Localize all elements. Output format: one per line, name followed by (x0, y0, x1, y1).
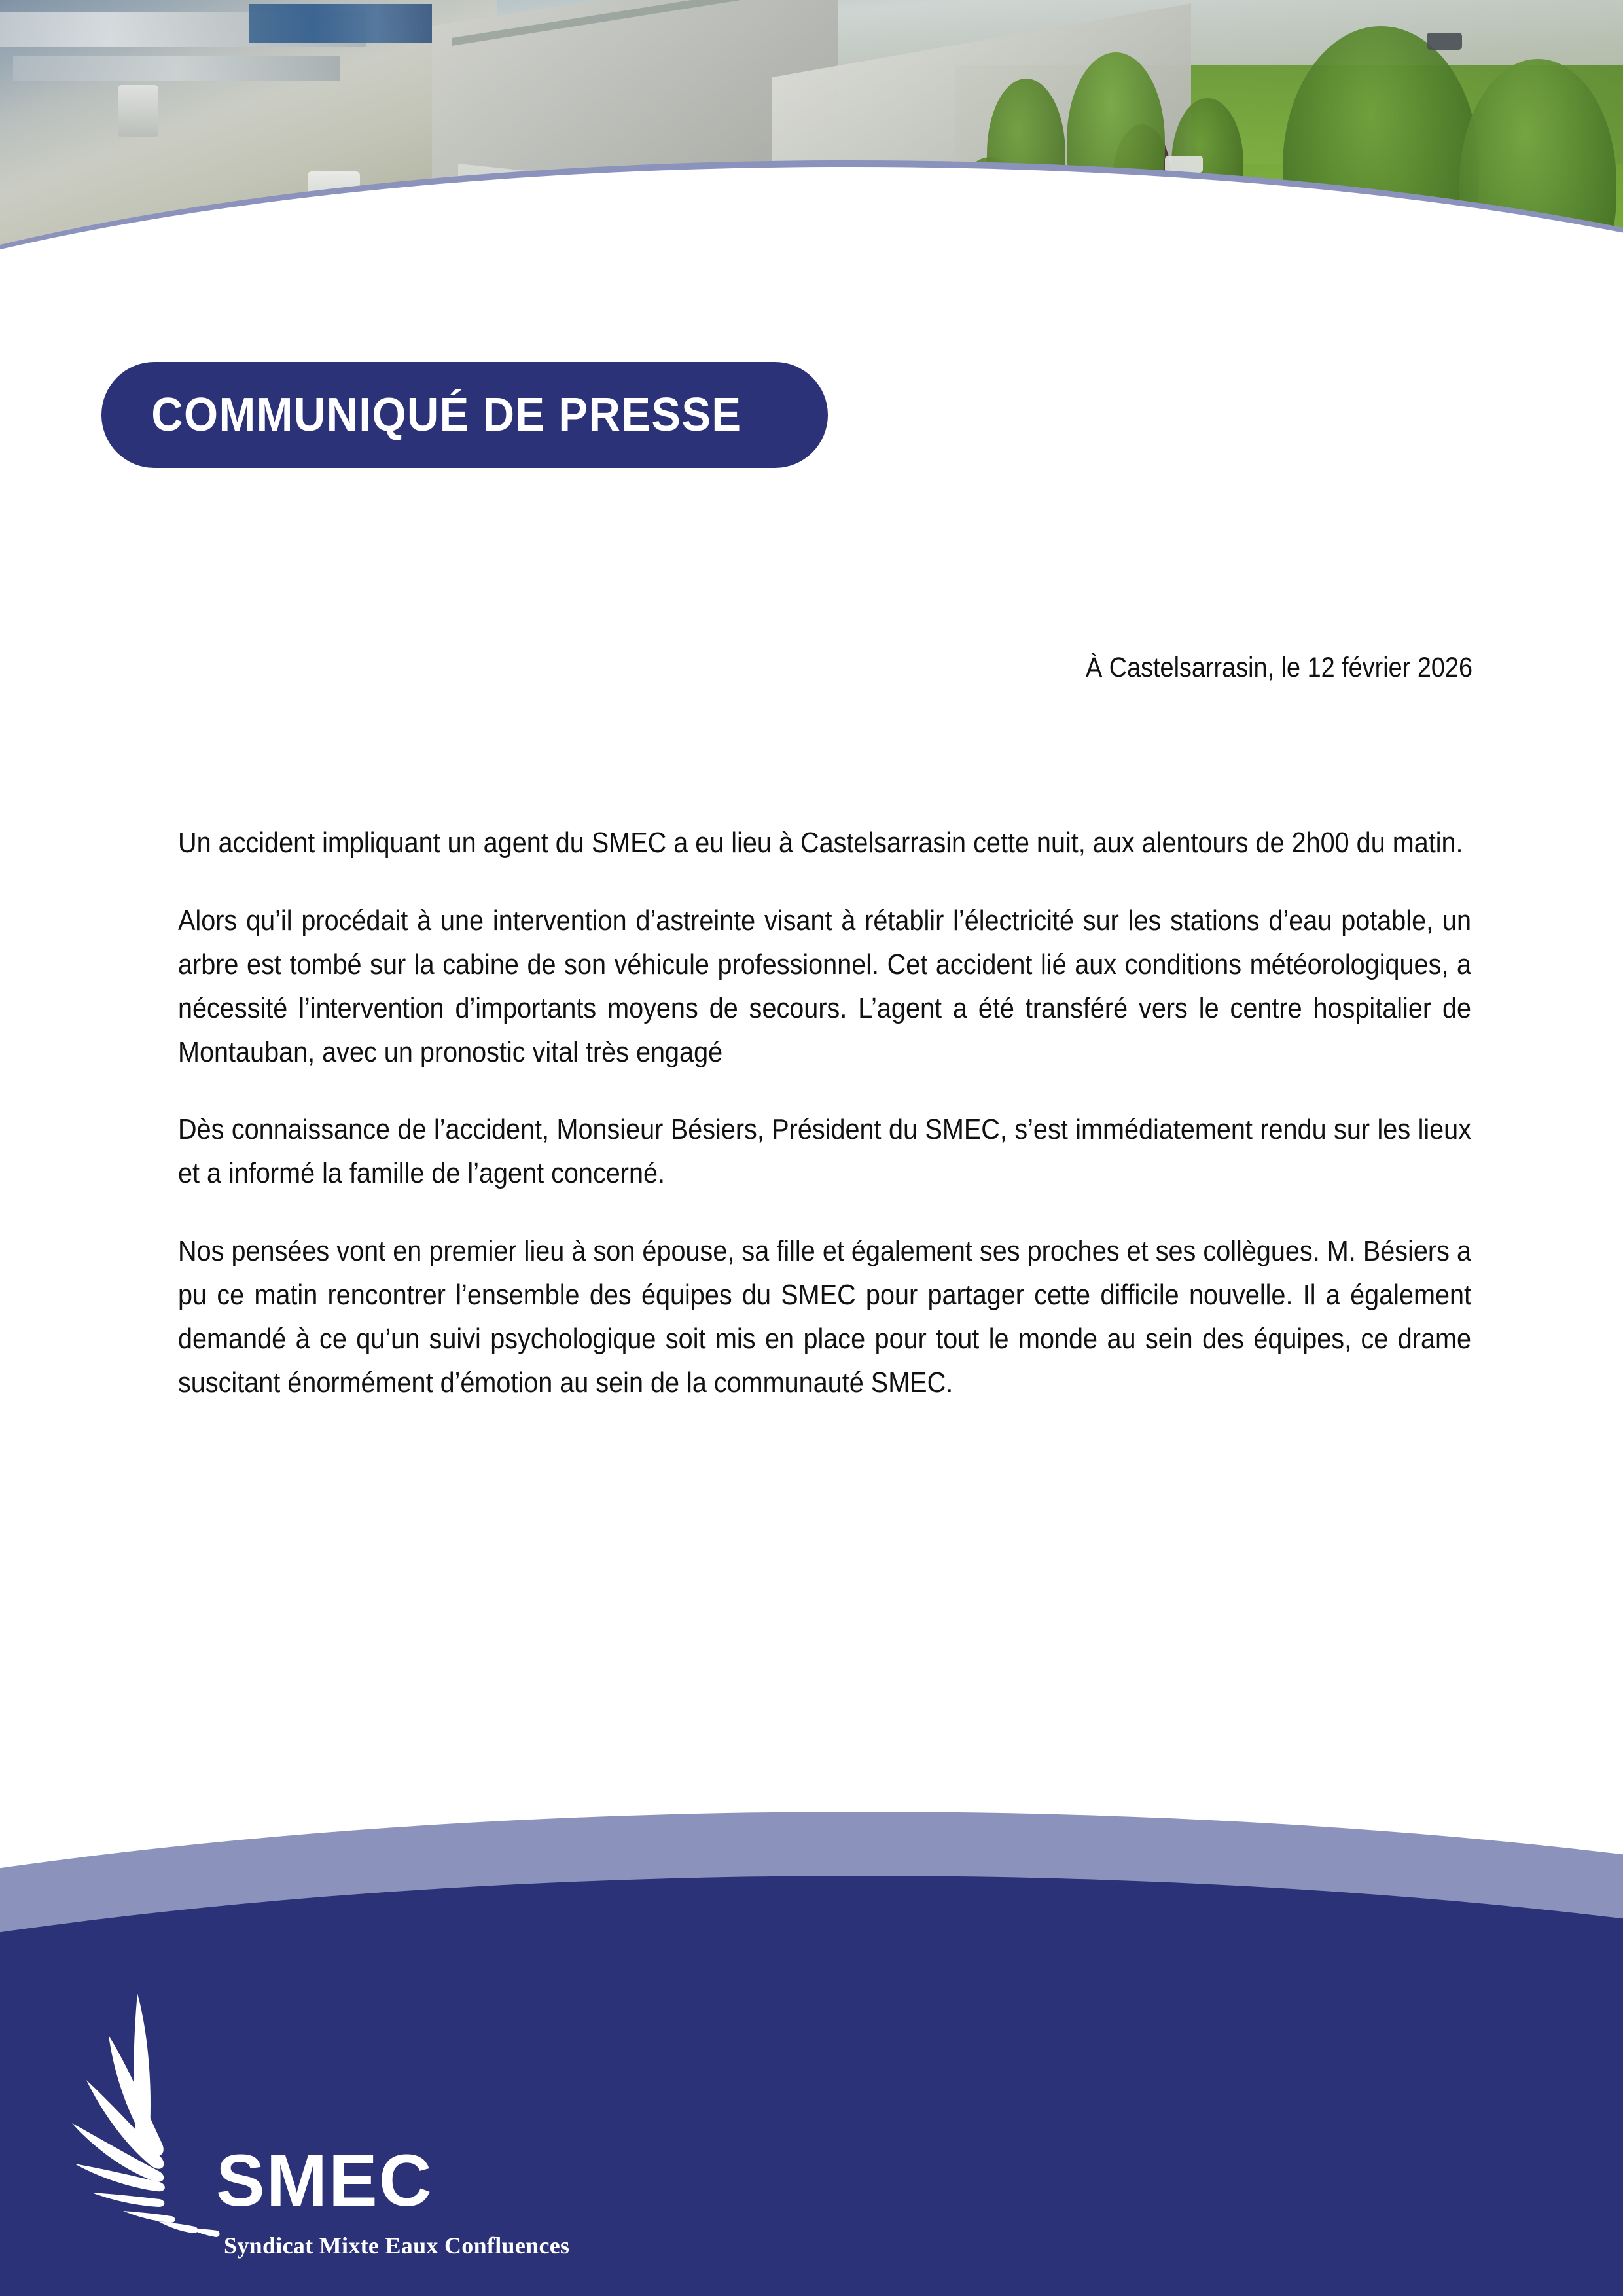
photo-storage-row-2 (13, 56, 340, 81)
photo-car (1427, 33, 1462, 50)
body-paragraph: Dès connaissance de l’accident, Monsieur Bésiers, Président du SMEC, s’est immédiatement rendu sur les lieux et a informé la famille de l’agent concerné. (178, 1113, 1472, 1190)
body-paragraph: Alors qu’il procédait à une intervention d’astreinte visant à rétablir l’électricité sur les stations d’eau potable, un arbre est tombé sur la cabine de son véhicule professionnel. Cet accident lié aux conditions météorologiques, a nécessité l’intervention d’importants moyens de secours. L’agent a été transféré vers le centre hospitalier de Montauban, avec un pronostic vital très engagé (178, 904, 1472, 1068)
page-title: COMMUNIQUÉ DE PRESSE (151, 389, 742, 441)
dateline: À Castelsarrasin, le 12 février 2026 (1085, 652, 1472, 683)
smec-logo (60, 1988, 570, 2263)
logo-wordmark: SMEC (216, 2140, 433, 2221)
header-banner (0, 0, 1623, 393)
body-paragraph: Nos pensées vont en premier lieu à son épouse, sa fille et également ses proches et ses collègues. M. Bésiers a pu ce matin rencontrer l’ensemble des équipes du SMEC pour partager cette difficile nouvelle. Il a également demandé à ce qu’un suivi psychologique soit mis en place pour tout le monde au sein des équipes, ce drame suscitant énormément d’émotion au sein de la communauté SMEC. (178, 1235, 1472, 1399)
body-paragraph: Un accident impliquant un agent du SMEC a eu lieu à Castelsarrasin cette nuit, aux alentours de 2h00 du matin. (178, 827, 1463, 859)
logo-tagline: Syndicat Mixte Eaux Confluences (224, 2233, 570, 2259)
body-content (178, 821, 1472, 1405)
photo-blue-crates (249, 4, 432, 43)
photo-tank (118, 85, 158, 137)
press-release-badge (101, 362, 828, 468)
